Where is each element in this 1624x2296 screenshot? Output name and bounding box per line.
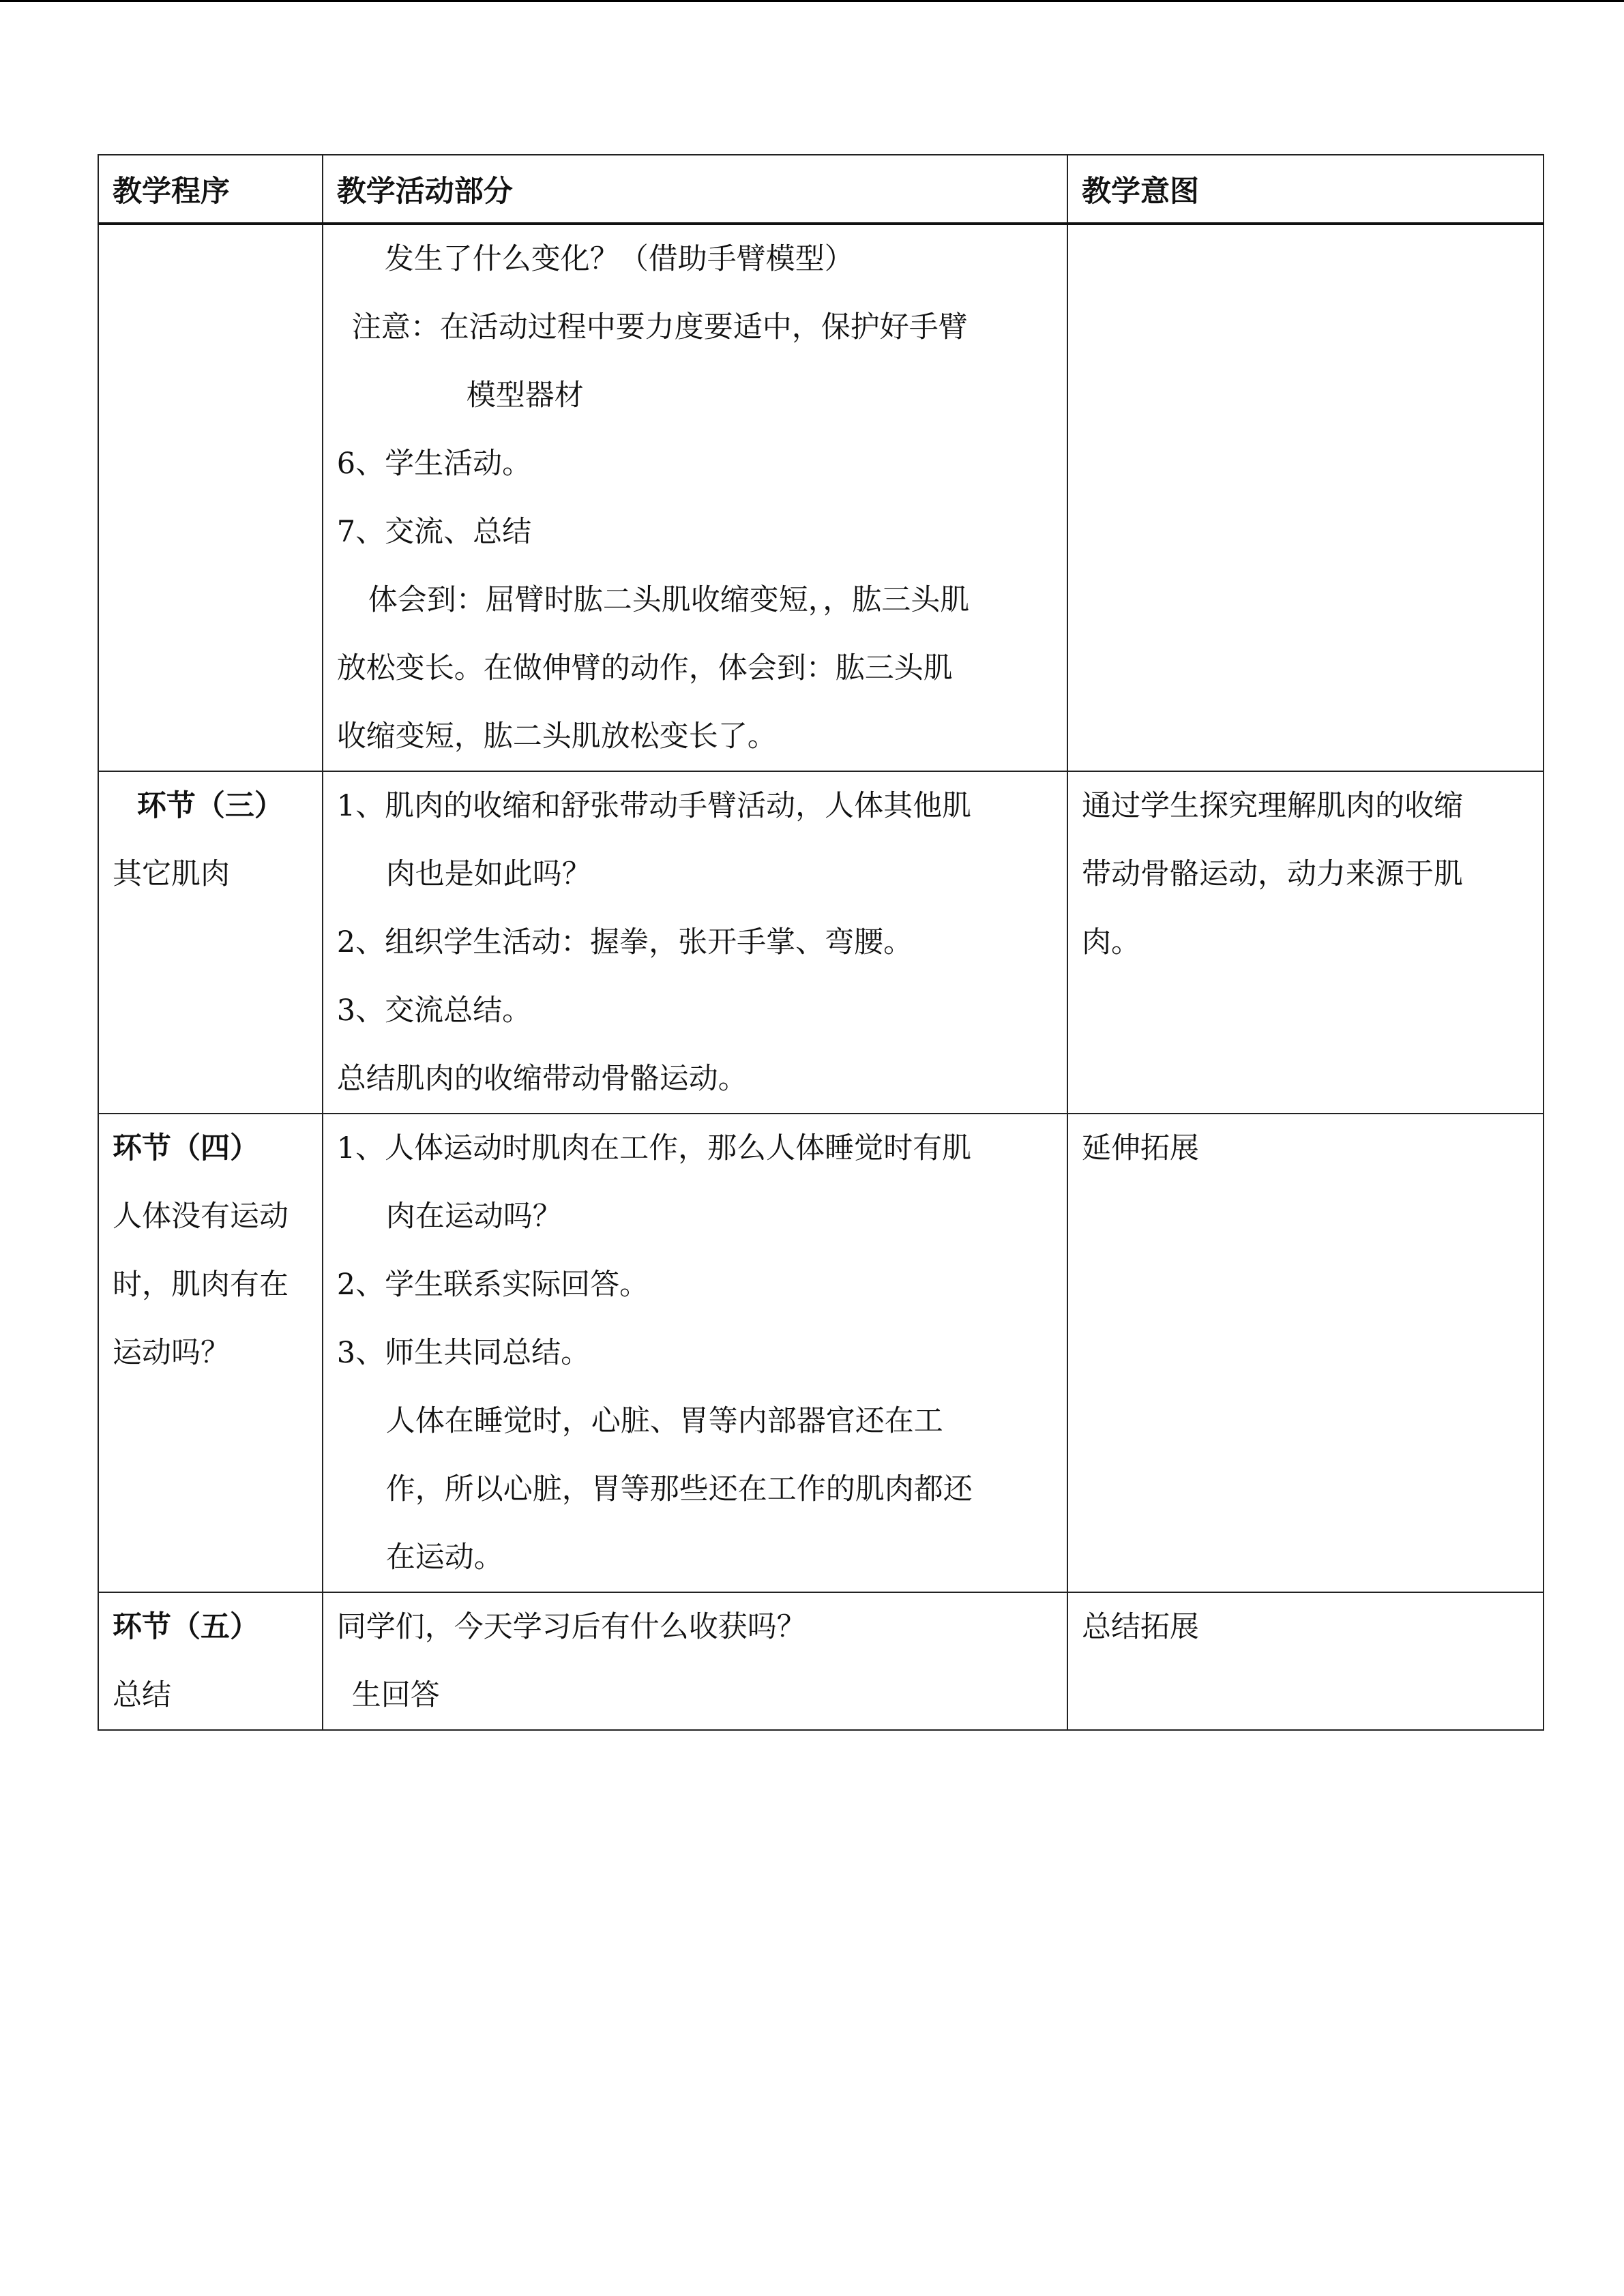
table-row [98,771,1544,1114]
stage-description: 总结 [113,1678,171,1712]
page-top-border [0,0,1624,2]
activity-line: 7、交流、总结 [336,515,532,549]
header-activity: 教学活动部分 [323,155,1067,224]
activity-line: 6、学生活动。 [336,447,532,481]
activity-line: 收缩变短，肱二头肌放松变长了。 [336,719,777,754]
activity-line: 注意：在活动过程中要力度要适中，保护好手臂 [351,310,968,344]
activity-line: 总结肌肉的收缩带动骨骼运动。 [336,1062,748,1096]
stage-description: 其它肌肉 [113,857,230,891]
activity-line: 人体在睡觉时，心脏、胃等内部器官还在工 [385,1404,943,1438]
procedure-cell [98,224,323,771]
header-procedure: 教学程序 [98,155,323,224]
table-row [98,1592,1544,1730]
procedure-cell [98,1114,323,1592]
stage-title: 环节（四） [113,1131,259,1165]
table-row [98,224,1544,771]
activity-cell [323,771,1067,1114]
activity-line: 3、师生共同总结。 [336,1336,591,1370]
stage-description: 时，肌肉有在 [113,1268,289,1302]
activity-line: 3、交流总结。 [336,994,532,1028]
activity-line: 生回答 [351,1678,440,1712]
intent-cell [1067,771,1544,1114]
activity-line: 1、人体运动时肌肉在工作，那么人体睡觉时有肌 [336,1131,972,1165]
activity-cell [323,1114,1067,1592]
activity-line: 同学们，今天学习后有什么收获吗？ [336,1610,806,1644]
activity-line: 模型器材 [466,378,584,413]
activity-cell [323,1592,1067,1730]
procedure-cell [98,771,323,1114]
intent-cell [1067,1114,1544,1592]
intent-line: 总结拓展 [1081,1610,1199,1644]
table-header-row [98,155,1544,224]
activity-line: 作，所以心脏，胃等那些还在工作的肌肉都还 [385,1472,973,1506]
intent-cell [1067,1592,1544,1730]
activity-line: 体会到：屈臂时肱二头肌收缩变短，，肱三头肌 [368,583,970,617]
activity-line: 肉也是如此吗？ [385,857,591,891]
stage-description: 运动吗？ [113,1336,230,1370]
intent-line: 通过学生探究理解肌肉的收缩 [1081,789,1463,823]
stage-description: 人体没有运动 [113,1199,289,1234]
activity-line: 1、肌肉的收缩和舒张带动手臂活动，人体其他肌 [336,789,972,823]
activity-line: 发生了什么变化？（借助手臂模型） [384,242,854,276]
intent-line: 延伸拓展 [1081,1131,1199,1165]
stage-title: 环节（三） [136,789,284,823]
header-intent: 教学意图 [1067,155,1544,224]
intent-line: 带动骨骼运动，动力来源于肌 [1081,857,1463,891]
activity-cell [323,224,1067,771]
activity-line: 肉在运动吗？ [385,1199,562,1234]
intent-line: 肉。 [1081,925,1140,959]
activity-line: 放松变长。在做伸臂的动作，体会到：肱三头肌 [336,651,953,685]
procedure-cell [98,1592,323,1730]
lesson-plan-table [98,154,1544,1731]
activity-line: 2、学生联系实际回答。 [336,1268,649,1302]
activity-line: 2、组织学生活动：握拳，张开手掌、弯腰。 [336,925,913,959]
table-row [98,1114,1544,1592]
stage-title: 环节（五） [113,1610,259,1644]
activity-line: 在运动。 [385,1540,503,1575]
intent-cell [1067,224,1544,771]
